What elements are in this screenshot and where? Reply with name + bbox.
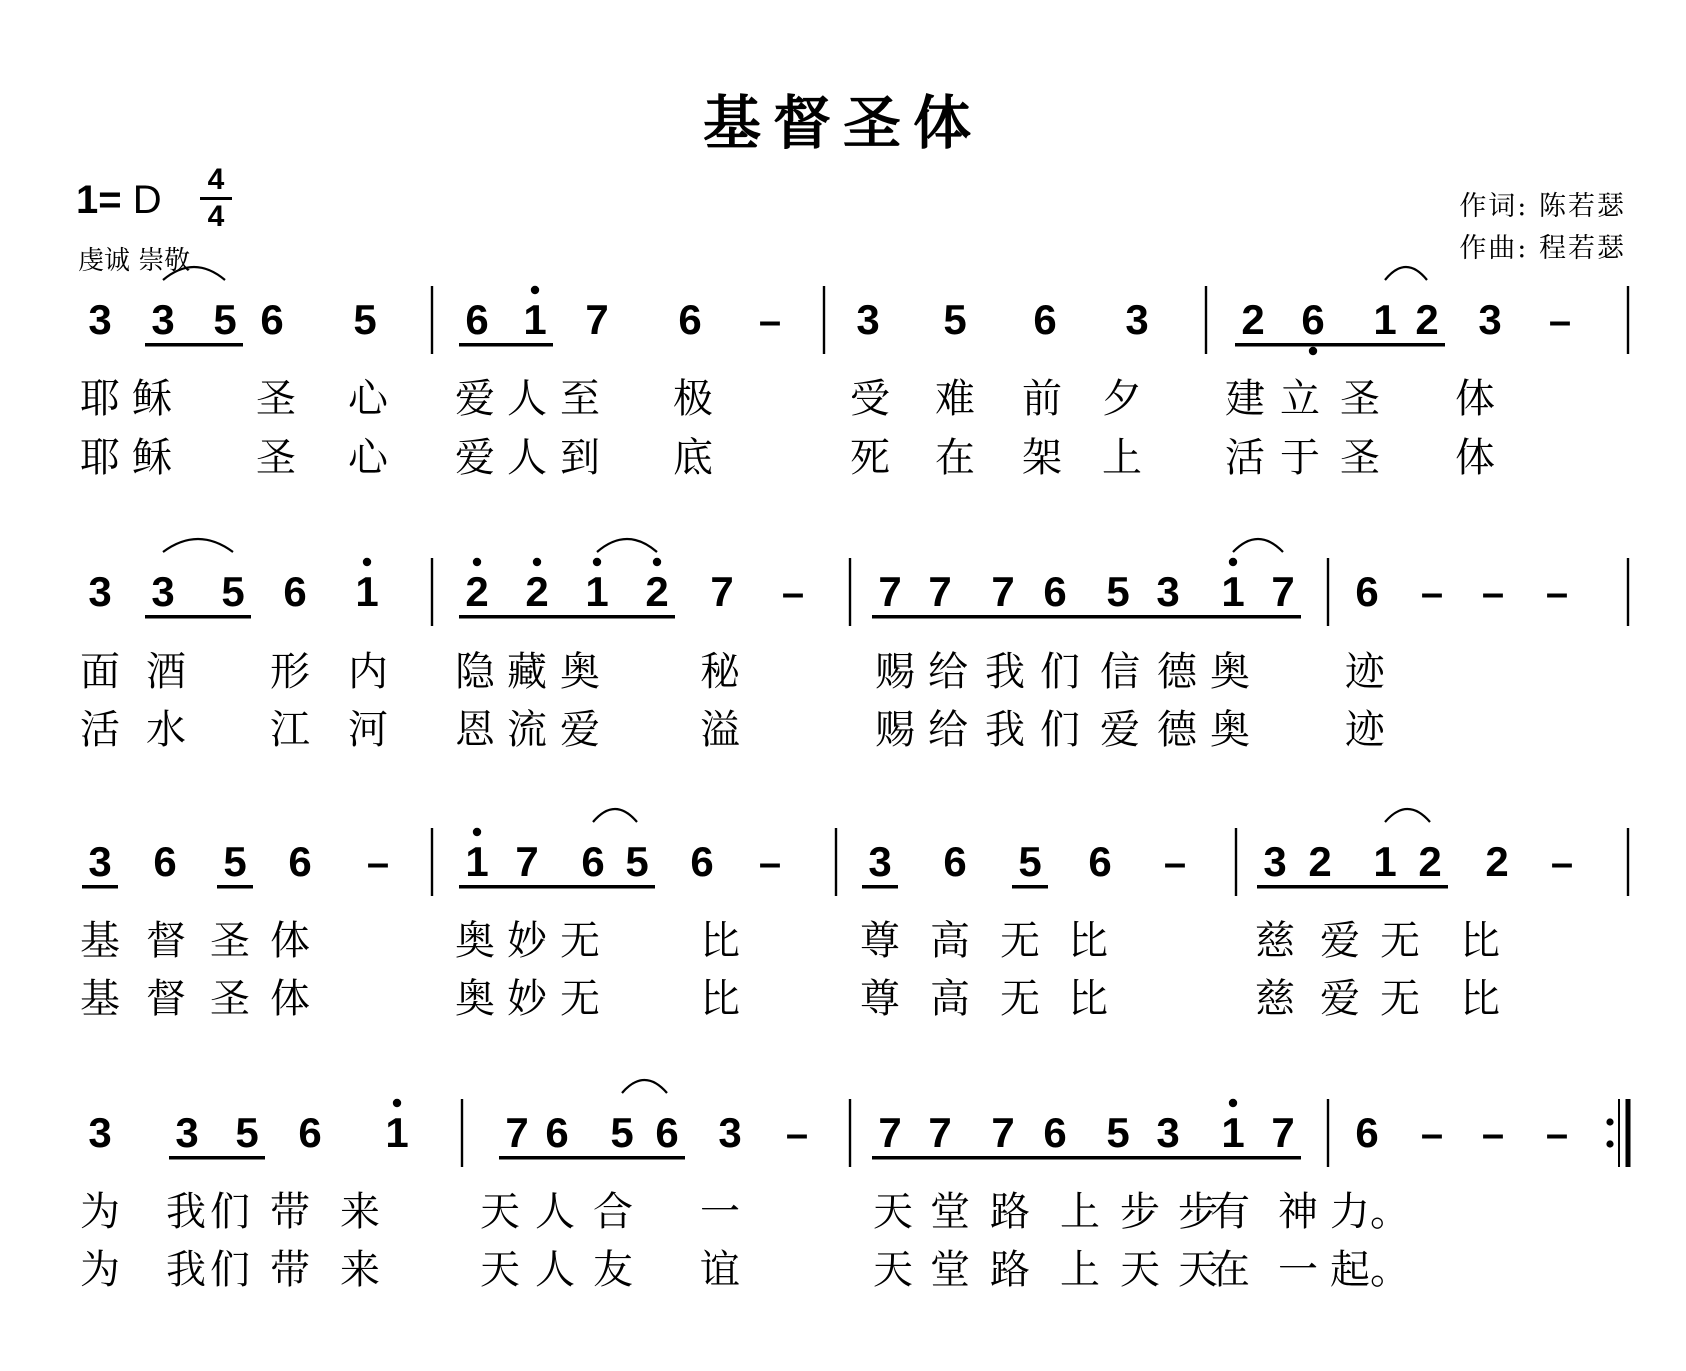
lyric-syllable: 比 xyxy=(700,976,740,1022)
lyric-syllable: 江 xyxy=(270,707,310,753)
note: 7 xyxy=(1271,568,1295,615)
slur xyxy=(593,809,637,822)
lyric-syllable: 无 xyxy=(1000,976,1040,1022)
note: 5 xyxy=(213,296,237,343)
lyric-syllable: 极 xyxy=(673,376,713,422)
lyric-syllable: 比 xyxy=(1068,918,1108,964)
note: 3 xyxy=(88,296,112,343)
lyric-syllable: 爱 xyxy=(560,707,600,753)
lyric-syllable: 带 xyxy=(270,1189,310,1235)
lyric-syllable: 爱 xyxy=(455,435,495,481)
beam-underline xyxy=(459,343,553,347)
high-octave-dot xyxy=(653,558,661,566)
note: 6 xyxy=(1033,296,1057,343)
lyric-syllable: 尊 xyxy=(860,976,900,1022)
sustain-dash: – xyxy=(758,841,782,885)
lyric-syllable: 稣 xyxy=(132,376,172,422)
lyric-syllable: 圣 xyxy=(210,976,250,1022)
lyric-syllable: 立 xyxy=(1280,376,1320,422)
lyric-syllable: 溢 xyxy=(700,707,740,753)
lyric-syllable: 天 xyxy=(1120,1247,1160,1293)
eighth-underline xyxy=(82,885,118,889)
note: 2 xyxy=(1415,296,1439,343)
note: 6 xyxy=(690,838,714,885)
lyric-syllable: 我 xyxy=(985,707,1025,753)
beam-underline xyxy=(145,615,251,619)
beam-underline xyxy=(872,615,1301,619)
note: 1 xyxy=(1373,296,1397,343)
slur xyxy=(1233,539,1283,552)
lyric-syllable: 在 xyxy=(935,435,975,481)
slur xyxy=(1385,267,1427,280)
note: 6 xyxy=(153,838,177,885)
lyric-syllable: 们 xyxy=(1040,649,1080,695)
note: 1 xyxy=(1221,568,1245,615)
lyric-syllable: 爱 xyxy=(1320,918,1360,964)
lyric-syllable: 难 xyxy=(935,376,975,422)
note: 1 xyxy=(585,568,609,615)
lyric-syllable: 河 xyxy=(348,707,388,753)
lyric-syllable: 起。 xyxy=(1330,1247,1410,1293)
lyric-syllable: 体 xyxy=(270,976,310,1022)
high-octave-dot xyxy=(593,558,601,566)
note: 2 xyxy=(465,568,489,615)
lyric-syllable: 受 xyxy=(850,376,890,422)
note: 3 xyxy=(151,568,175,615)
composer-credit: 作曲: 程若瑟 xyxy=(1459,233,1626,264)
note: 1 xyxy=(385,1109,409,1156)
lyric-syllable: 奥 xyxy=(455,918,495,964)
note: 1 xyxy=(523,296,547,343)
slur xyxy=(163,539,233,552)
note: 5 xyxy=(353,296,377,343)
note: 7 xyxy=(710,568,734,615)
lyric-syllable: 无 xyxy=(1380,918,1420,964)
lyric-syllable: 在 xyxy=(1210,1247,1250,1293)
lyric-syllable: 奥 xyxy=(1210,707,1250,753)
lyric-syllable: 奥 xyxy=(455,976,495,1022)
lyric-syllable: 爱 xyxy=(1100,707,1140,753)
repeat-dot xyxy=(1606,1118,1613,1125)
lyric-syllable: 们 xyxy=(210,1189,250,1235)
lyric-syllable: 神 xyxy=(1278,1189,1318,1235)
lyric-syllable: 底 xyxy=(673,435,713,481)
note: 1 xyxy=(355,568,379,615)
lyric-syllable: 督 xyxy=(146,976,186,1022)
note: 7 xyxy=(928,1109,952,1156)
low-octave-dot xyxy=(1309,347,1317,355)
lyric-syllable: 比 xyxy=(700,918,740,964)
lyric-syllable: 给 xyxy=(928,649,968,695)
lyric-syllable: 圣 xyxy=(1340,435,1380,481)
lyric-syllable: 无 xyxy=(1000,918,1040,964)
note: 5 xyxy=(943,296,967,343)
lyric-syllable: 有 xyxy=(1210,1189,1250,1235)
note: 5 xyxy=(610,1109,634,1156)
note: 2 xyxy=(1485,838,1509,885)
lyric-syllable: 天 xyxy=(480,1247,520,1293)
lyric-syllable: 无 xyxy=(1380,976,1420,1022)
lyric-syllable: 堂 xyxy=(930,1247,970,1293)
lyric-syllable: 给 xyxy=(928,707,968,753)
lyric-syllable: 面 xyxy=(80,649,120,695)
lyric-syllable: 妙 xyxy=(507,976,547,1022)
sustain-dash: – xyxy=(1481,1112,1505,1156)
lyric-syllable: 带 xyxy=(270,1247,310,1293)
lyric-syllable: 爱 xyxy=(1320,976,1360,1022)
beam-underline xyxy=(1257,885,1448,889)
lyric-syllable: 上 xyxy=(1060,1247,1100,1293)
note: 3 xyxy=(151,296,175,343)
note: 2 xyxy=(1308,838,1332,885)
note: 6 xyxy=(581,838,605,885)
lyric-syllable: 们 xyxy=(1040,707,1080,753)
sustain-dash: – xyxy=(1481,571,1505,615)
slur xyxy=(622,1080,667,1093)
lyric-syllable: 一 xyxy=(1278,1247,1318,1293)
note: 7 xyxy=(878,1109,902,1156)
sustain-dash: – xyxy=(1550,841,1574,885)
note: 1 xyxy=(1373,838,1397,885)
lyric-syllable: 人 xyxy=(535,1189,575,1235)
note: 1 xyxy=(1221,1109,1245,1156)
lyric-syllable: 比 xyxy=(1460,976,1500,1022)
note: 6 xyxy=(655,1109,679,1156)
lyric-syllable: 高 xyxy=(930,918,970,964)
lyric-syllable: 到 xyxy=(560,435,600,481)
lyric-syllable: 形 xyxy=(270,649,310,695)
lyric-syllable: 建 xyxy=(1225,376,1265,422)
eighth-underline xyxy=(217,885,253,889)
lyric-syllable: 路 xyxy=(990,1189,1030,1235)
lyricist-credit: 作词: 陈若瑟 xyxy=(1459,191,1626,222)
note: 3 xyxy=(1478,296,1502,343)
note: 1 xyxy=(465,838,489,885)
lyric-syllable: 人 xyxy=(507,435,547,481)
lyric-syllable: 体 xyxy=(270,918,310,964)
lyric-syllable: 无 xyxy=(560,976,600,1022)
high-octave-dot xyxy=(473,828,481,836)
lyric-syllable: 上 xyxy=(1060,1189,1100,1235)
sustain-dash: – xyxy=(1545,1112,1569,1156)
lyric-syllable: 天 xyxy=(1178,1247,1218,1293)
beam-underline xyxy=(459,615,675,619)
slur xyxy=(1385,809,1430,822)
note: 3 xyxy=(868,838,892,885)
time-signature-top: 4 xyxy=(207,163,225,196)
lyric-syllable: 隐 xyxy=(455,649,495,695)
note: 5 xyxy=(625,838,649,885)
lyric-syllable: 人 xyxy=(507,376,547,422)
note: 6 xyxy=(1301,296,1325,343)
note: 3 xyxy=(1156,568,1180,615)
note: 6 xyxy=(1043,1109,1067,1156)
note: 3 xyxy=(88,838,112,885)
high-octave-dot xyxy=(473,558,481,566)
note: 3 xyxy=(88,1109,112,1156)
note: 2 xyxy=(1241,296,1265,343)
note: 5 xyxy=(1018,838,1042,885)
lyric-syllable: 活 xyxy=(80,707,120,753)
lyric-syllable: 圣 xyxy=(256,435,296,481)
lyric-syllable: 德 xyxy=(1157,707,1197,753)
lyric-syllable: 迹 xyxy=(1345,707,1385,753)
lyric-syllable: 一 xyxy=(700,1189,740,1235)
lyric-syllable: 藏 xyxy=(507,649,547,695)
lyric-syllable: 合 xyxy=(593,1189,633,1235)
note: 6 xyxy=(1043,568,1067,615)
lyric-syllable: 恩 xyxy=(455,707,495,753)
slur xyxy=(163,267,225,280)
lyric-syllable: 天 xyxy=(873,1189,913,1235)
lyric-syllable: 比 xyxy=(1460,918,1500,964)
note: 6 xyxy=(298,1109,322,1156)
sustain-dash: – xyxy=(1548,299,1572,343)
lyric-syllable: 死 xyxy=(850,435,890,481)
lyric-syllable: 信 xyxy=(1100,649,1140,695)
sustain-dash: – xyxy=(1545,571,1569,615)
lyric-syllable: 来 xyxy=(340,1189,380,1235)
lyric-syllable: 高 xyxy=(930,976,970,1022)
note: 5 xyxy=(235,1109,259,1156)
lyric-syllable: 为 xyxy=(80,1189,120,1235)
lyric-syllable: 内 xyxy=(348,649,388,695)
note: 3 xyxy=(1125,296,1149,343)
note: 7 xyxy=(991,568,1015,615)
note: 6 xyxy=(283,568,307,615)
beam-underline xyxy=(1235,343,1445,347)
lyric-syllable: 慈 xyxy=(1255,976,1295,1022)
lyric-syllable: 无 xyxy=(560,918,600,964)
lyric-syllable: 德 xyxy=(1157,649,1197,695)
note: 5 xyxy=(221,568,245,615)
note: 3 xyxy=(718,1109,742,1156)
lyric-syllable: 圣 xyxy=(256,376,296,422)
note: 6 xyxy=(465,296,489,343)
note: 6 xyxy=(943,838,967,885)
sustain-dash: – xyxy=(781,571,805,615)
beam-underline xyxy=(169,1156,265,1160)
lyric-syllable: 步 xyxy=(1120,1189,1160,1235)
sustain-dash: – xyxy=(1420,1112,1444,1156)
lyric-syllable: 前 xyxy=(1022,376,1062,422)
note: 6 xyxy=(1088,838,1112,885)
lyric-syllable: 心 xyxy=(348,435,388,481)
note: 2 xyxy=(525,568,549,615)
lyric-syllable: 尊 xyxy=(860,918,900,964)
note: 7 xyxy=(585,296,609,343)
lyric-syllable: 妙 xyxy=(507,918,547,964)
tempo-mood: 虔诚 崇敬 xyxy=(78,246,191,276)
lyric-syllable: 赐 xyxy=(875,649,915,695)
note: 7 xyxy=(928,568,952,615)
lyric-syllable: 上 xyxy=(1102,435,1142,481)
high-octave-dot xyxy=(531,286,539,294)
lyric-syllable: 奥 xyxy=(1210,649,1250,695)
note: 2 xyxy=(1418,838,1442,885)
note: 2 xyxy=(645,568,669,615)
note: 7 xyxy=(515,838,539,885)
beam-underline xyxy=(459,885,655,889)
note: 6 xyxy=(260,296,284,343)
lyric-syllable: 体 xyxy=(1455,435,1495,481)
lyric-syllable: 我 xyxy=(166,1189,206,1235)
note: 7 xyxy=(878,568,902,615)
high-octave-dot xyxy=(363,558,371,566)
beam-underline xyxy=(872,1156,1301,1160)
eighth-underline xyxy=(862,885,898,889)
lyric-syllable: 活 xyxy=(1225,435,1265,481)
lyric-syllable: 夕 xyxy=(1102,376,1142,422)
lyric-syllable: 圣 xyxy=(1340,376,1380,422)
lyric-syllable: 至 xyxy=(560,376,600,422)
lyric-syllable: 赐 xyxy=(875,707,915,753)
note: 6 xyxy=(288,838,312,885)
note: 3 xyxy=(88,568,112,615)
high-octave-dot xyxy=(1229,1099,1237,1107)
lyric-syllable: 慈 xyxy=(1255,918,1295,964)
beam-underline xyxy=(499,1156,685,1160)
slur xyxy=(597,539,657,552)
lyric-syllable: 秘 xyxy=(700,649,740,695)
song-title: 基督圣体 xyxy=(702,89,983,157)
sustain-dash: – xyxy=(758,299,782,343)
lyric-syllable: 我 xyxy=(166,1247,206,1293)
lyric-syllable: 心 xyxy=(348,376,388,422)
high-octave-dot xyxy=(393,1099,401,1107)
lyric-syllable: 督 xyxy=(146,918,186,964)
note: 3 xyxy=(1156,1109,1180,1156)
lyric-syllable: 步 xyxy=(1178,1189,1218,1235)
lyric-syllable: 天 xyxy=(873,1247,913,1293)
lyric-syllable: 们 xyxy=(210,1247,250,1293)
high-octave-dot xyxy=(1229,558,1237,566)
eighth-underline xyxy=(1012,885,1048,889)
lyric-syllable: 比 xyxy=(1068,976,1108,1022)
key-prefix: 1= xyxy=(76,178,122,222)
lyric-syllable: 稣 xyxy=(132,435,172,481)
note: 7 xyxy=(991,1109,1015,1156)
sustain-dash: – xyxy=(1163,841,1187,885)
lyric-syllable: 来 xyxy=(340,1247,380,1293)
high-octave-dot xyxy=(533,558,541,566)
lyric-syllable: 力。 xyxy=(1330,1189,1410,1235)
lyric-syllable: 堂 xyxy=(930,1189,970,1235)
note: 3 xyxy=(175,1109,199,1156)
note: 5 xyxy=(1106,568,1130,615)
lyric-syllable: 爱 xyxy=(455,376,495,422)
lyric-syllable: 耶 xyxy=(80,376,120,422)
note: 3 xyxy=(1263,838,1287,885)
sustain-dash: – xyxy=(366,841,390,885)
lyric-syllable: 迹 xyxy=(1345,649,1385,695)
key-note: D xyxy=(132,178,162,222)
note: 6 xyxy=(678,296,702,343)
beam-underline xyxy=(145,343,243,347)
lyric-syllable: 耶 xyxy=(80,435,120,481)
lyric-syllable: 体 xyxy=(1455,376,1495,422)
note: 6 xyxy=(545,1109,569,1156)
note: 6 xyxy=(1355,1109,1379,1156)
lyric-syllable: 我 xyxy=(985,649,1025,695)
lyric-syllable: 于 xyxy=(1280,435,1320,481)
lyric-syllable: 酒 xyxy=(146,649,186,695)
lyric-syllable: 谊 xyxy=(700,1247,740,1293)
sustain-dash: – xyxy=(785,1112,809,1156)
lyric-syllable: 基 xyxy=(80,976,120,1022)
lyric-syllable: 路 xyxy=(990,1247,1030,1293)
lyric-syllable: 流 xyxy=(507,707,547,753)
sustain-dash: – xyxy=(1420,571,1444,615)
lyric-syllable: 架 xyxy=(1022,435,1062,481)
lyric-syllable: 友 xyxy=(593,1247,633,1293)
lyric-syllable: 水 xyxy=(146,707,186,753)
note: 3 xyxy=(856,296,880,343)
note: 5 xyxy=(1106,1109,1130,1156)
lyric-syllable: 为 xyxy=(80,1247,120,1293)
lyric-syllable: 奥 xyxy=(560,649,600,695)
lyric-syllable: 圣 xyxy=(210,918,250,964)
lyric-syllable: 人 xyxy=(535,1247,575,1293)
note: 7 xyxy=(505,1109,529,1156)
repeat-dot xyxy=(1606,1140,1613,1147)
lyric-syllable: 基 xyxy=(80,918,120,964)
time-signature-bottom: 4 xyxy=(207,200,225,233)
lyric-syllable: 天 xyxy=(480,1189,520,1235)
note: 5 xyxy=(223,838,247,885)
note: 6 xyxy=(1355,568,1379,615)
note: 7 xyxy=(1271,1109,1295,1156)
